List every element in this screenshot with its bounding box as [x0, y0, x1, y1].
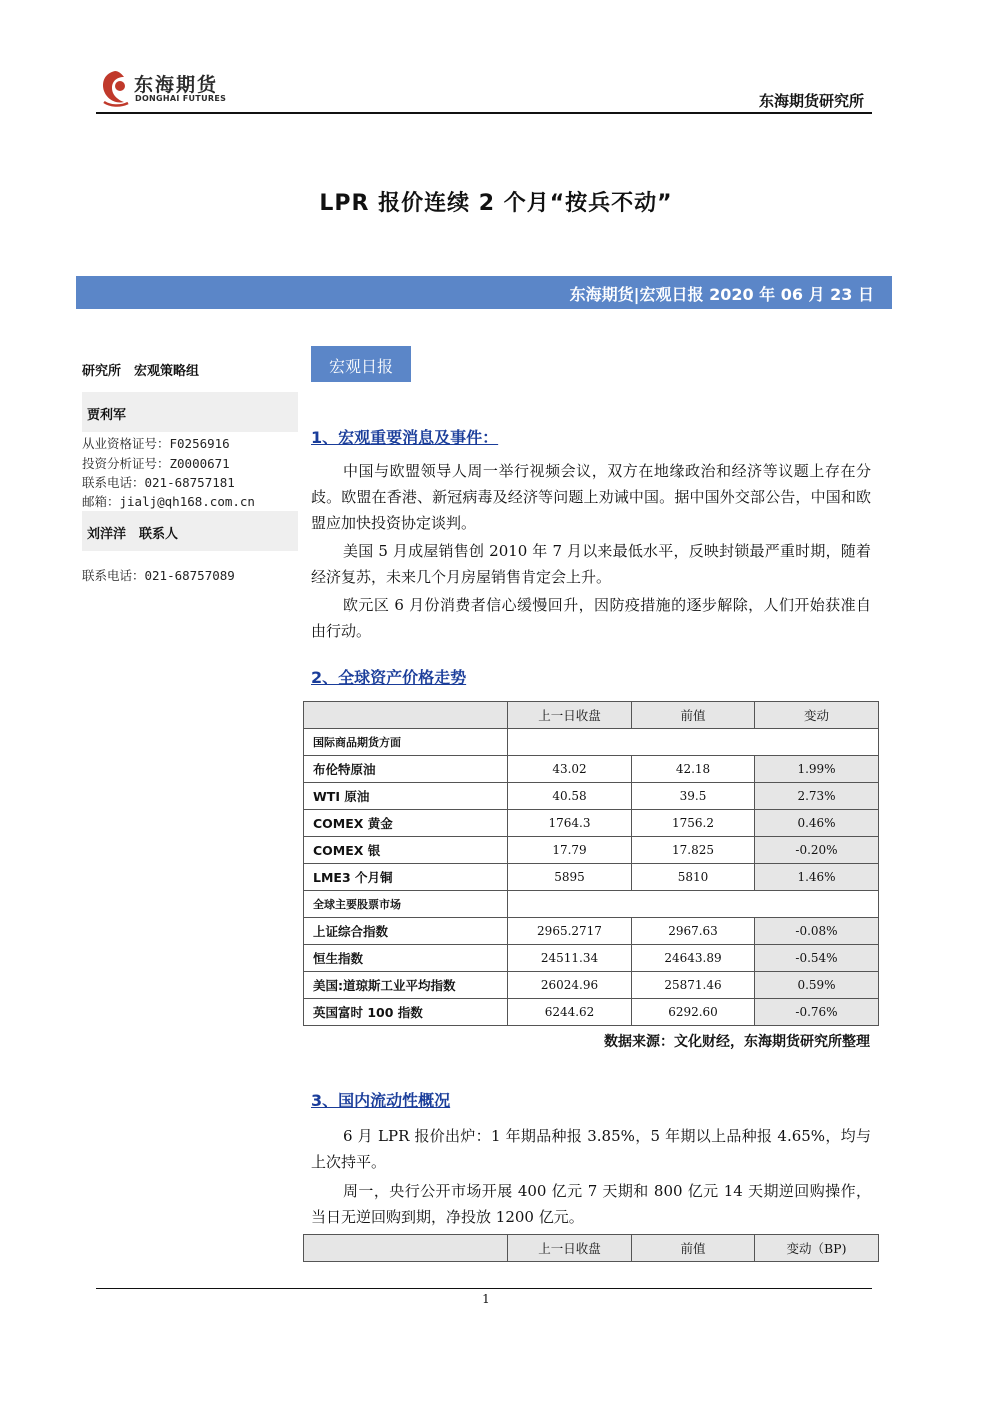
research-group: 研究所 宏观策略组 [82, 364, 200, 379]
cell-change: -0.20% [755, 837, 879, 864]
table-row [304, 918, 879, 945]
logo-english-text: DONGHAI FUTURES [135, 94, 227, 103]
cell-change: 0.46% [755, 810, 879, 837]
table-row [304, 945, 879, 972]
table-row [304, 756, 879, 783]
row-label: COMEX 银 [304, 837, 508, 864]
analyst2-name-box [82, 511, 298, 551]
banner-text: 东海期货|宏观日报 2020 年 06 月 23 日 [569, 285, 874, 304]
category-spacer [508, 729, 879, 756]
cell-change: -0.54% [755, 945, 879, 972]
row-label: LME3 个月铜 [304, 864, 508, 891]
cell-previous: 25871.46 [632, 972, 755, 999]
table-row [304, 972, 879, 999]
cell-last-close: 1764.3 [508, 810, 632, 837]
cell-previous: 24643.89 [632, 945, 755, 972]
cell-last-close: 5895 [508, 864, 632, 891]
cell-previous: 5810 [632, 864, 755, 891]
table-row [304, 810, 879, 837]
header-cell-empty [304, 702, 508, 729]
cell-previous: 2967.63 [632, 918, 755, 945]
section2-title: 2、全球资产价格走势 [311, 668, 467, 687]
cell-previous: 39.5 [632, 783, 755, 810]
table-row [304, 864, 879, 891]
page-number: 1 [482, 1292, 490, 1306]
section1-paragraph2: 美国 5 月成屋销售创 2010 年 7 月以来最低水平，反映封锁最严重时期，随着经济复苏，未来几个月房屋销售肯定会上升。 [311, 542, 871, 586]
category-label: 国际商品期货方面 [304, 729, 508, 756]
daily-report-tag [311, 346, 411, 382]
cell-change: 0.59% [755, 972, 879, 999]
cell-change: 1.46% [755, 864, 879, 891]
table-header-row [304, 1235, 879, 1262]
cell-last-close: 26024.96 [508, 972, 632, 999]
section1-title: 1、宏观重要消息及事件： [311, 428, 499, 447]
category-spacer [508, 891, 879, 918]
section3-title: 3、国内流动性概况 [311, 1091, 451, 1110]
row-label: 布伦特原油 [304, 756, 508, 783]
header-cell-change-bp: 变动（BP) [755, 1235, 879, 1262]
header-cell-change: 变动 [755, 702, 879, 729]
row-label: 上证综合指数 [304, 918, 508, 945]
cell-previous: 1756.2 [632, 810, 755, 837]
report-banner [76, 276, 892, 309]
analyst1-email: 邮箱：jialj@qh168.com.cn [82, 494, 255, 509]
analyst2-phone: 联系电话：021-68757089 [82, 568, 235, 583]
header-divider [96, 112, 872, 114]
cell-change: 2.73% [755, 783, 879, 810]
row-label: 英国富时 100 指数 [304, 999, 508, 1026]
cell-change: -0.76% [755, 999, 879, 1026]
header-cell-last-close: 上一日收盘 [508, 702, 632, 729]
header-cell-previous: 前值 [632, 702, 755, 729]
cell-last-close: 43.02 [508, 756, 632, 783]
table-row [304, 999, 879, 1026]
analyst1-cert2: 投资分析证号：Z0000671 [82, 456, 230, 471]
cell-previous: 42.18 [632, 756, 755, 783]
section1-paragraph3: 欧元区 6 月份消费者信心缓慢回升，因防疫措施的逐步解除，人们开始获准自由行动。 [311, 596, 871, 640]
cell-last-close: 24511.34 [508, 945, 632, 972]
daily-report-tag-label: 宏观日报 [328, 357, 393, 376]
row-label: 恒生指数 [304, 945, 508, 972]
cell-previous: 17.825 [632, 837, 755, 864]
header-cell-previous: 前值 [632, 1235, 755, 1262]
document-title: LPR 报价连续 2 个月“按兵不动” [319, 191, 673, 216]
category-row-equities [304, 891, 879, 918]
analyst1-phone: 联系电话：021-68757181 [82, 475, 235, 490]
header-cell-last-close: 上一日收盘 [508, 1235, 632, 1262]
institute-name: 东海期货研究所 [758, 92, 864, 110]
cell-last-close: 17.79 [508, 837, 632, 864]
row-label: WTI 原油 [304, 783, 508, 810]
category-row-commodities [304, 729, 879, 756]
analyst1-cert1: 从业资格证号：F0256916 [82, 436, 230, 451]
header-cell-empty [304, 1235, 508, 1262]
analyst1-name-box [82, 392, 298, 432]
dragon-logo-icon [98, 68, 132, 108]
data-source-note: 数据来源：文化财经，东海期货研究所整理 [604, 1034, 870, 1050]
cell-change: 1.99% [755, 756, 879, 783]
cell-last-close: 2965.2717 [508, 918, 632, 945]
table-row [304, 837, 879, 864]
analyst1-name: 贾利军 [87, 408, 127, 423]
cell-last-close: 6244.62 [508, 999, 632, 1026]
table-header-row [304, 702, 879, 729]
company-logo [98, 68, 238, 112]
category-label: 全球主要股票市场 [304, 891, 508, 918]
footer-divider [96, 1288, 872, 1289]
liquidity-table [303, 1234, 879, 1262]
logo-chinese-text: 东海期货 [134, 74, 219, 96]
cell-last-close: 40.58 [508, 783, 632, 810]
asset-price-table [303, 701, 879, 1026]
section3-paragraph1: 6 月 LPR 报价出炉：1 年期品种报 3.85%，5 年期以上品种报 4.65%，均与上次持平。 [311, 1127, 871, 1171]
row-label: 美国:道琼斯工业平均指数 [304, 972, 508, 999]
cell-change: -0.08% [755, 918, 879, 945]
section1-paragraph1: 中国与欧盟领导人周一举行视频会议，双方在地缘政治和经济等议题上存在分歧。欧盟在香港、新冠病毒及经济等问题上劝诫中国。据中国外交部公告，中国和欧盟应加快投资协定谈判。 [311, 462, 871, 532]
table-row [304, 783, 879, 810]
row-label: COMEX 黄金 [304, 810, 508, 837]
cell-previous: 6292.60 [632, 999, 755, 1026]
section3-paragraph2: 周一，央行公开市场开展 400 亿元 7 天期和 800 亿元 14 天期逆回购操作，当日无逆回购到期，净投放 1200 亿元。 [311, 1182, 871, 1226]
analyst2-name: 刘洋洋 联系人 [87, 527, 179, 542]
